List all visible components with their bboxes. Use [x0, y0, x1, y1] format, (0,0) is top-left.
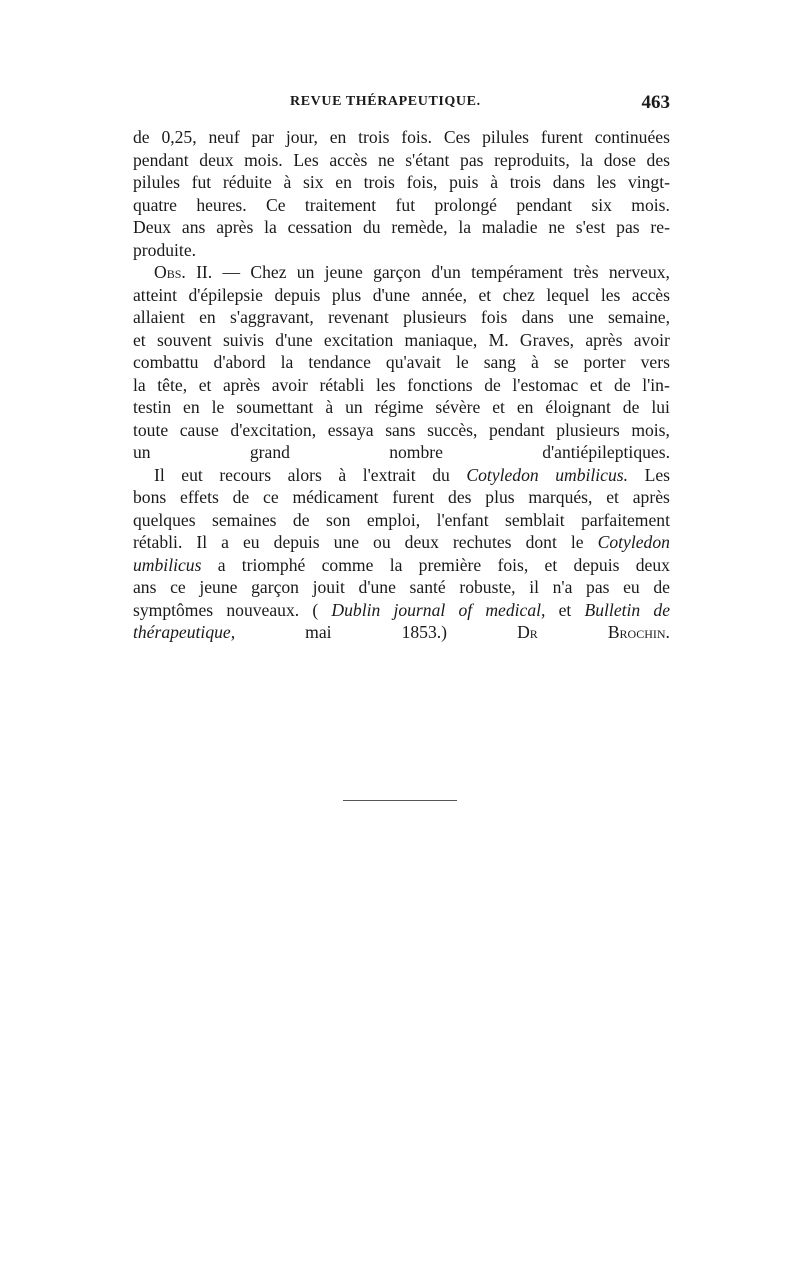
text-word: Graves,: [519, 329, 575, 350]
text-word: cessation: [287, 217, 353, 237]
text-word: puis: [449, 172, 479, 192]
text-word: plus: [485, 487, 515, 507]
text-word: de: [232, 487, 250, 507]
text-word: de: [653, 599, 670, 620]
text-word: comme: [321, 554, 374, 575]
text-line: [133, 171, 670, 194]
text-word: après: [585, 329, 623, 350]
text-word: ans: [181, 217, 206, 237]
text-word: pendant: [516, 194, 573, 215]
text-word: Il: [196, 532, 208, 552]
text-word: mois.: [244, 149, 283, 170]
text-word: porter: [583, 352, 626, 372]
text-word: thérapeutique,: [133, 622, 236, 642]
text-word: continuées: [594, 127, 670, 147]
text-line: [133, 621, 670, 644]
text-line: [133, 149, 670, 172]
body-text: [133, 126, 670, 644]
text-word: ne: [548, 217, 565, 237]
text-word: jeune: [199, 577, 238, 597]
text-word: marqués,: [528, 487, 593, 507]
text-word: Il: [154, 464, 165, 485]
text-word: médicament: [292, 487, 379, 507]
text-word: eut: [181, 464, 203, 485]
text-word: pas: [460, 149, 484, 170]
text-word: Chez: [250, 262, 287, 282]
text-word: re-: [650, 217, 670, 237]
text-word: dans: [552, 172, 585, 192]
text-word: en: [335, 172, 352, 192]
text-word: bons: [133, 487, 167, 507]
text-word: maladie: [481, 217, 538, 237]
text-word: en: [516, 397, 534, 417]
text-word: succès,: [427, 419, 478, 440]
text-word: eu: [243, 532, 260, 552]
text-word: jour,: [285, 127, 318, 147]
text-word: d'épilepsie: [188, 284, 263, 305]
text-word: la: [280, 352, 294, 372]
text-word: garçon: [373, 262, 421, 282]
text-word: à: [283, 172, 292, 192]
text-word: sans: [385, 419, 416, 440]
text-word: tendance: [308, 352, 371, 372]
text-word: triomphé: [241, 554, 306, 575]
text-word: lui: [651, 397, 670, 417]
text-word: la: [458, 217, 472, 237]
text-word: première: [418, 554, 482, 575]
text-word: tempérament: [471, 262, 563, 282]
text-word: accès: [631, 284, 670, 305]
text-word: fut: [395, 194, 416, 215]
text-word: plusieurs: [556, 419, 620, 440]
text-word: la: [580, 149, 594, 170]
text-word: dans: [521, 307, 554, 327]
text-word: à: [325, 397, 334, 417]
text-word: Cotyledon: [466, 464, 539, 485]
text-word: les: [376, 374, 396, 395]
text-word: fois,: [497, 554, 529, 575]
text-word: neuf: [208, 127, 240, 147]
text-word: et: [133, 329, 146, 350]
text-word: pas: [586, 577, 610, 597]
text-word: 0,25,: [161, 127, 197, 147]
text-word: accès: [329, 149, 368, 170]
text-word: nouveaux.: [226, 599, 300, 620]
text-word: traitement: [304, 194, 377, 215]
text-word: depuis: [573, 554, 620, 575]
text-word: sévère: [435, 397, 481, 417]
text-word: à: [530, 352, 539, 372]
text-word: en: [199, 307, 216, 327]
text-word: vers: [640, 352, 670, 372]
text-word: cause: [179, 419, 219, 440]
text-word: et: [492, 397, 505, 417]
page-header: [132, 92, 672, 118]
text-word: depuis: [274, 284, 321, 305]
text-word: chez: [502, 284, 535, 305]
text-line: [133, 531, 670, 554]
text-word: trois: [358, 127, 390, 147]
text-word: une: [333, 532, 360, 552]
text-word: vingt-: [627, 172, 670, 192]
text-word: s'étant: [405, 149, 450, 170]
text-word: l'enfant: [436, 509, 489, 530]
text-word: atteint: [133, 284, 177, 305]
text-word: la: [133, 374, 146, 395]
text-word: (: [312, 599, 319, 620]
text-word: éloignant: [545, 397, 611, 417]
text-word: Cotyledon: [597, 532, 670, 552]
text-word: umbilicus: [133, 554, 202, 575]
page-number: 463: [641, 92, 670, 113]
text-word: avoir: [271, 374, 308, 395]
text-word: le: [211, 397, 225, 417]
text-word: maniaque,: [404, 329, 478, 350]
text-word: d'une: [358, 577, 396, 597]
text-word: de: [292, 509, 310, 530]
text-word: de: [133, 127, 150, 147]
text-word: alors: [287, 464, 322, 485]
text-word: d'antiépileptiques.: [542, 442, 670, 462]
text-word: robuste,: [459, 577, 516, 597]
text-word: une: [568, 307, 594, 327]
text-word: à: [338, 464, 347, 485]
text-word: emploi,: [366, 509, 421, 530]
text-word: II.: [196, 262, 213, 282]
text-word: fois.: [401, 127, 433, 147]
text-word: mai: [305, 622, 332, 642]
text-word: Bulletin: [584, 599, 641, 620]
text-word: des: [646, 149, 670, 170]
text-line: [133, 441, 670, 464]
text-word: après: [632, 487, 670, 507]
text-word: deux: [404, 532, 439, 552]
text-word: Les: [644, 464, 670, 485]
text-word: un: [345, 397, 363, 417]
text-word: 1853.): [401, 622, 448, 642]
text-word: rétabli: [319, 374, 365, 395]
text-word: revenant: [328, 307, 389, 327]
text-word: l'in-: [642, 374, 670, 395]
text-word: régime: [374, 397, 424, 417]
text-line: [133, 126, 670, 149]
text-line: [133, 329, 670, 352]
text-word: et: [478, 284, 492, 305]
text-word: réduite: [222, 172, 272, 192]
text-word: symptômes: [133, 599, 214, 620]
text-line: [133, 284, 670, 307]
text-word: un: [296, 262, 315, 282]
text-line: [133, 396, 670, 419]
text-line: [133, 509, 670, 532]
text-word: journal: [393, 599, 446, 620]
text-word: produite.: [133, 239, 197, 260]
text-word: fois: [480, 307, 508, 327]
text-word: Deux: [133, 217, 172, 237]
text-word: deux: [635, 554, 670, 575]
running-head: REVUE THÉRAPEUTIQUE.: [290, 94, 481, 109]
text-word: sang: [483, 352, 516, 372]
text-word: six: [591, 194, 612, 215]
text-word: un: [133, 442, 151, 462]
text-word: n'a: [552, 577, 573, 597]
text-word: ou: [373, 532, 391, 552]
text-word: l'estomac: [512, 374, 579, 395]
text-word: se: [553, 352, 569, 372]
text-word: a: [221, 532, 229, 552]
text-line: [133, 216, 670, 239]
text-word: le: [455, 352, 469, 372]
text-word: depuis: [273, 532, 320, 552]
text-word: rétabli.: [133, 532, 183, 552]
text-line: [133, 486, 670, 509]
text-word: effets: [180, 487, 219, 507]
text-word: Obs.: [154, 262, 186, 282]
text-word: prolongé: [434, 194, 497, 215]
text-line: [133, 419, 670, 442]
text-word: d'excitation,: [230, 419, 317, 440]
text-word: testin: [133, 397, 172, 417]
text-word: d'un: [431, 262, 461, 282]
text-word: le: [570, 532, 584, 552]
text-word: suivis: [222, 329, 265, 350]
text-word: tête,: [157, 374, 188, 395]
text-word: ce: [170, 577, 186, 597]
text-word: eu: [623, 577, 640, 597]
text-word: nerveux,: [608, 262, 670, 282]
text-word: pilules: [482, 127, 530, 147]
text-word: souvent: [156, 329, 212, 350]
text-word: umbilicus.: [555, 464, 629, 485]
text-word: dont: [525, 532, 557, 552]
text-line: [133, 464, 670, 487]
text-word: trois: [363, 172, 395, 192]
text-word: jeune: [324, 262, 363, 282]
text-word: Ces: [443, 127, 471, 147]
text-word: ce: [263, 487, 279, 507]
text-word: année,: [421, 284, 467, 305]
text-word: of: [458, 599, 473, 620]
text-word: Brochin.: [607, 622, 670, 642]
text-word: six: [303, 172, 324, 192]
text-word: du: [432, 464, 450, 485]
text-word: et: [606, 487, 619, 507]
text-word: pilules: [133, 172, 180, 192]
text-word: recours: [219, 464, 272, 485]
text-word: medical,: [485, 599, 546, 620]
text-line: [133, 554, 670, 577]
text-word: semaines: [211, 509, 277, 530]
text-word: semblait: [505, 509, 565, 530]
text-word: quelques: [133, 509, 196, 530]
text-word: ne: [378, 149, 395, 170]
text-word: ans: [133, 577, 157, 597]
text-word: après: [216, 217, 254, 237]
text-word: et: [198, 374, 212, 395]
text-word: d'abord: [213, 352, 266, 372]
text-word: quatre: [133, 194, 177, 215]
text-word: furent: [540, 127, 583, 147]
text-word: de: [614, 374, 631, 395]
text-word: parfaitement: [581, 509, 670, 530]
text-word: s'aggravant,: [230, 307, 314, 327]
text-word: furent: [392, 487, 435, 507]
text-word: mois.: [631, 194, 670, 215]
text-line: [133, 576, 670, 599]
text-word: jouit: [312, 577, 345, 597]
text-word: fois,: [406, 172, 438, 192]
text-word: et: [544, 554, 558, 575]
text-word: des: [448, 487, 472, 507]
text-word: heures.: [196, 194, 247, 215]
text-line: [133, 351, 670, 374]
text-word: mois,: [631, 419, 670, 440]
text-word: pendant: [133, 149, 189, 170]
text-word: Dr: [517, 622, 538, 642]
text-word: qu'avait: [385, 352, 441, 372]
text-word: rechutes: [452, 532, 512, 552]
text-word: —: [222, 262, 241, 282]
text-word: très: [573, 262, 599, 282]
text-word: en: [329, 127, 347, 147]
text-word: a: [217, 554, 226, 575]
text-word: Ce: [265, 194, 286, 215]
text-word: l'extrait: [362, 464, 416, 485]
text-word: toute: [133, 419, 169, 440]
text-line: [133, 239, 670, 262]
text-word: lequel: [546, 284, 590, 305]
text-word: du: [362, 217, 381, 237]
text-word: fonctions: [407, 374, 473, 395]
text-word: il: [529, 577, 539, 597]
end-rule: [343, 800, 457, 801]
text-word: à: [490, 172, 498, 192]
text-word: par: [251, 127, 275, 147]
text-word: soumettant: [236, 397, 314, 417]
text-line: [133, 374, 670, 397]
text-word: en: [183, 397, 200, 417]
text-word: les: [600, 284, 621, 305]
text-line: [133, 261, 670, 284]
text-word: pas: [616, 217, 640, 237]
text-word: reproduits,: [494, 149, 570, 170]
text-word: la: [389, 554, 403, 575]
text-word: allaient: [133, 307, 185, 327]
text-word: et: [558, 599, 572, 620]
text-word: deux: [199, 149, 234, 170]
text-word: plus: [331, 284, 362, 305]
text-word: grand: [249, 442, 290, 462]
text-word: de: [622, 397, 640, 417]
text-word: les: [596, 172, 617, 192]
text-word: d'une: [372, 284, 411, 305]
text-word: nombre: [389, 442, 443, 462]
text-word: fut: [191, 172, 212, 192]
text-word: d'une: [275, 329, 313, 350]
text-word: après: [222, 374, 261, 395]
text-word: excitation: [323, 329, 394, 350]
text-word: s'est: [575, 217, 606, 237]
text-word: Dublin: [331, 599, 381, 620]
text-line: [133, 599, 670, 622]
text-word: dose: [603, 149, 636, 170]
text-word: plusieurs: [403, 307, 467, 327]
text-word: combattu: [133, 352, 199, 372]
text-word: trois: [509, 172, 541, 192]
text-line: [133, 306, 670, 329]
text-word: avoir: [633, 329, 670, 350]
text-word: pendant: [488, 419, 545, 440]
text-word: de: [653, 577, 670, 597]
text-word: santé: [409, 577, 446, 597]
text-word: M.: [488, 329, 509, 350]
text-word: semaine,: [607, 307, 670, 327]
text-word: la: [264, 217, 277, 237]
text-word: essaya: [327, 419, 374, 440]
text-word: Les: [293, 149, 319, 170]
text-word: et: [589, 374, 603, 395]
text-word: son: [325, 509, 351, 530]
text-word: garçon: [251, 577, 299, 597]
text-line: [133, 194, 670, 217]
text-word: remède,: [391, 217, 448, 237]
text-word: de: [484, 374, 501, 395]
